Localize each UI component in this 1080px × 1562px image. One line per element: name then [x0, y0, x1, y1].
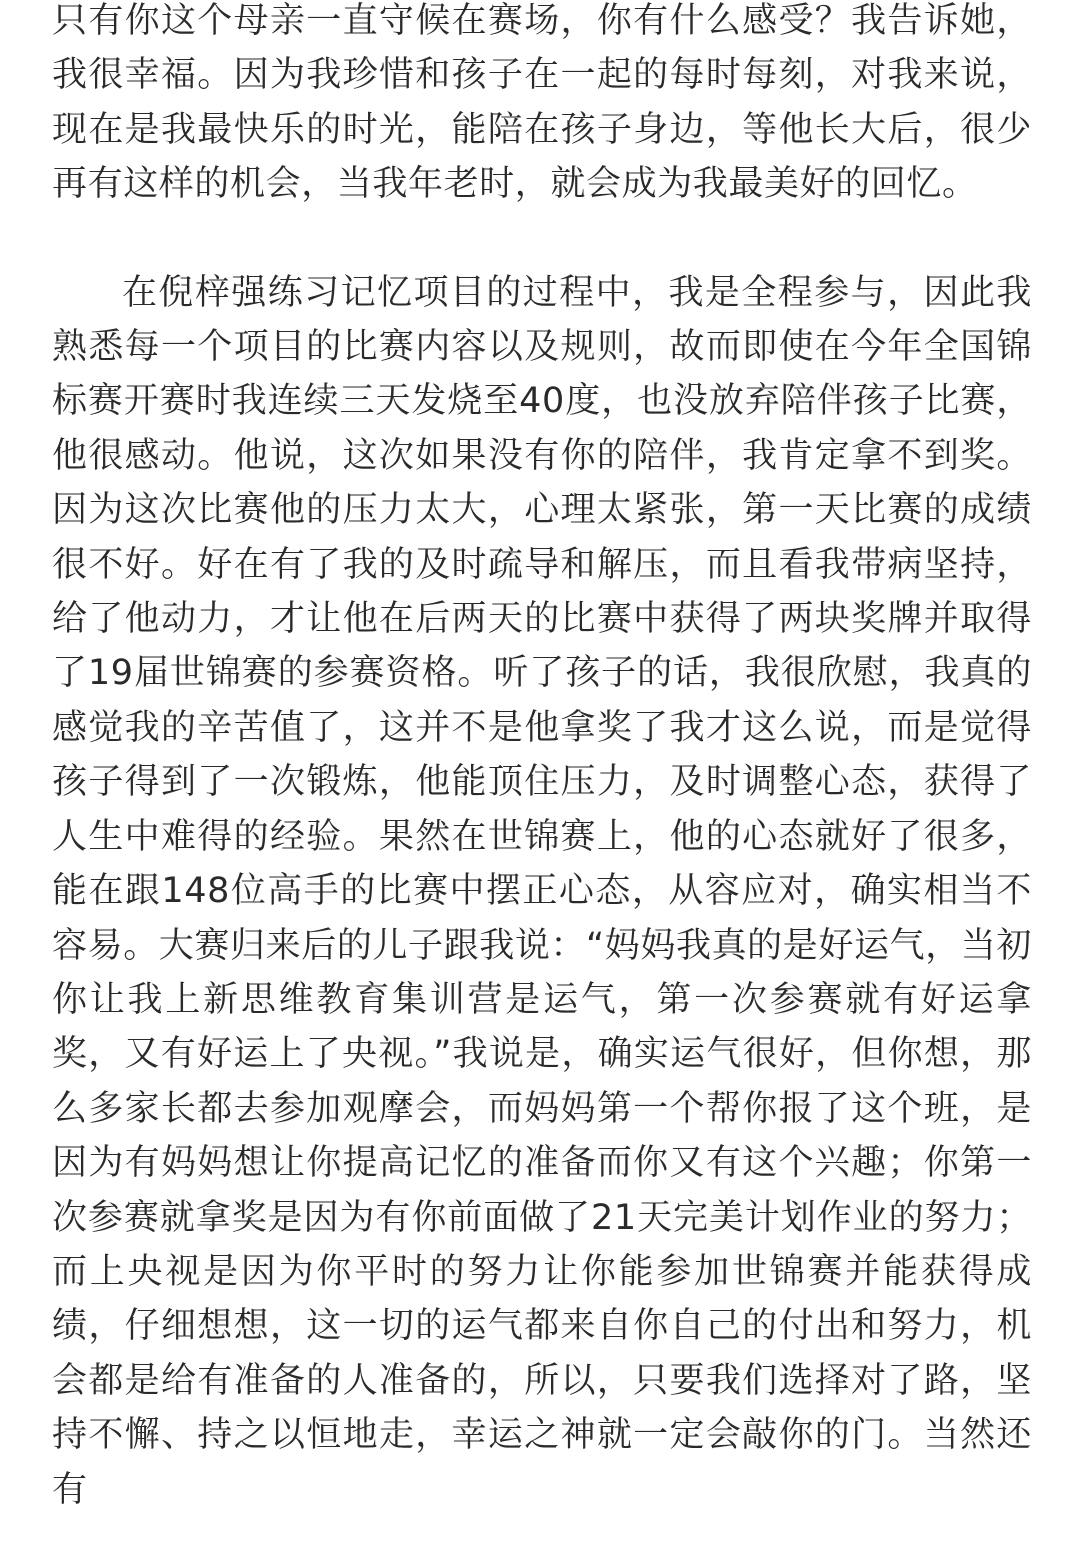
article-body — [52, 0, 1032, 1517]
article-paragraph: 在倪梓强练习记忆项目的过程中，我是全程参与，因此我熟悉每一个项目的比赛内容以及规则，故而即使在今年全国锦标赛开赛时我连续三天发烧至40度，也没放弃陪伴孩子比赛，他很感动。他说，这次如果没有你的陪伴，我肯定拿不到奖。因为这次比赛他的压力太大，心理太紧张，第一天比赛的成绩很不好。好在有了我的及时疏导和解压，而且看我带病坚持，给了他动力，才让他在后两天的比赛中获得了两块奖牌并取得了19届世锦赛的参赛资格。听了孩子的话，我很欣慰，我真的感觉我的辛苦值了，这并不是他拿奖了我才这么说，而是觉得孩子得到了一次锻炼，他能顶住压力，及时调整心态，获得了人生中难得的经验。果然在世锦赛上，他的心态就好了很多，能在跟148位高手的比赛中摆正心态，从容应对，确实相当不容易。大赛归来后的儿子跟我说：“妈妈我真的是好运气，当初你让我上新思维教育集训营是运气，第一次参赛就有好运拿奖，又有好运上了央视。”我说是，确实运气很好，但你想，那么多家长都去参加观摩会，而妈妈第一个帮你报了这个班，是因为有妈妈想让你提高记忆的准备而你又有这个兴趣；你第一次参赛就拿奖是因为有你前面做了21天完美计划作业的努力；而上央视是因为你平时的努力让你能参加世锦赛并能获得成绩，仔细想想，这一切的运气都来自你自己的付出和努力，机会都是给有准备的人准备的，所以，只要我们选择对了路，坚持不懈、持之以恒地走，幸运之神就一定会敲你的门。当然还有 — [52, 272, 1032, 1510]
article-paragraph: 只有你这个母亲一直守候在赛场，你有什么感受？我告诉她，我很幸福。因为我珍惜和孩子在一起的每时每刻，对我来说，现在是我最快乐的时光，能陪在孩子身边，等他长大后，很少再有这样的机会，当我年老时，就会成为我最美好的回忆。 — [52, 1, 1032, 205]
